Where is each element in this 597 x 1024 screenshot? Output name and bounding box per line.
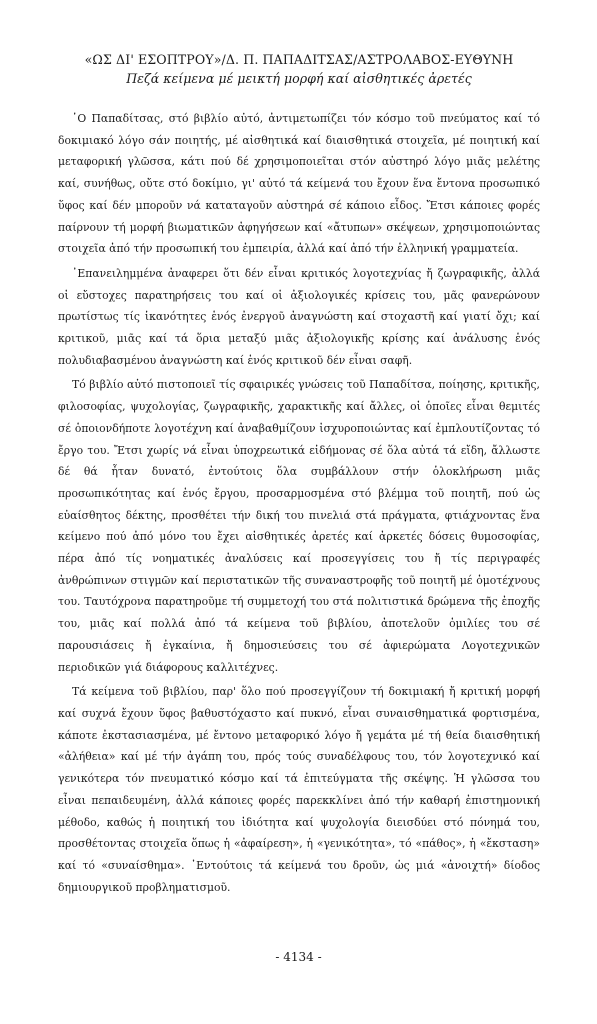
paragraph: ᾿Επανειλημμένα ἀναφερει ὅτι δέν εἶναι κριτικός λογοτεχνίας ἤ ζωγραφικῆς, ἀλλά οἱ εὔστοχες παρατηρήσεις του καί οἱ ἀξιολογικές κρίσεις του, μᾶς φανερώνουν πρωτίστως τίς ἱκανότητες ἑνός ἐνεργοῦ ἀναγνώστη καί στοχαστῆ καί γιατί ὄχι; καί κριτικοῦ, μιᾶς καί τά ὅρια μεταξύ μιᾶς ἀξιολογικῆς κρίσης καί ἀνάλυσης ἑνός πολυδιαβασμένου ἀναγνώστη καί ἑνός κριτικοῦ δέν εἶναι σαφῆ. xyxy=(58,266,540,367)
body-text xyxy=(58,108,540,898)
page-subtitle: Πεζά κείμενα μέ μεικτή μορφή καί αἰσθητικές ἀρετές xyxy=(126,71,472,86)
page-title: «ΩΣ ΔΙ' ΕΣΟΠΤΡΟΥ»/Δ. Π. ΠΑΠΑΔΙΤΣΑΣ/ΑΣΤΡΟΛΑΒΟΣ-ΕΥΘΥΝΗ xyxy=(84,52,514,67)
page-number: - 4134 - xyxy=(275,950,322,964)
paragraph: ῾Ο Παπαδίτσας, στό βιβλίο αὐτό, ἀντιμετωπίζει τόν κόσμο τοῦ πνεύματος καί τό δοκιμιακό λόγο σάν ποιητής, μέ αἰσθητικά καί διαισθητικά στοιχεῖα, μέ ποιητική καί μεταφορική γλῶσσα, κάτι πού δέ χρησιμοποιεῖται στόν αὐστηρό λόγο μιᾶς μελέτης καί, συνήθως, οὔτε στό δοκίμιο, γι' αὐτό τά κείμενά του ἔχουν ἕνα ἔντονα προσωπικό ὕφος καί δέν μποροῦν νά καταταγοῦν αὐστηρά σέ κάποιο εἶδος. Ἔτσι κάποιες φορές παίρνουν τή μορφή βιωματικῶν ἀφηγήσεων καί «ἄτυπων» σκέψεων, χρησιμοποιώντας στοιχεῖα ἀπό τήν προσωπική του ἐμπειρία, ἀλλά καί ἀπό τήν ἑλληνική γραμματεία. xyxy=(58,112,540,256)
paragraph: Τό βιβλίο αὐτό πιστοποιεῖ τίς σφαιρικές γνώσεις τοῦ Παπαδίτσα, ποίησης, κριτικῆς, φιλοσοφίας, ψυχολογίας, ζωγραφικῆς, χαρακτικῆς καί ἄλλες, οἱ ὁποῖες εἶναι θεμιτές σέ ὁποιονδήποτε λογοτέχνη καί ἀναβαθμίζουν ἰσχυροποιώντας καί ἐμπλουτίζοντας τό ἔργο του. Ἔτσι χωρίς νά εἶναι ὑποχρεωτικά εἰδήμονας σέ ὅλα αὐτά τά εἴδη, ἄλλωστε δέ θά ἦταν δυνατό, ἐντούτοις ὅλα συμβάλλουν στήν ὁλοκλήρωση μιᾶς προσωπικότητας καί ἑνός ἔργου, προσαρμοσμένα στό βλέμμα τοῦ ποιητῆ, πού ὡς εὐαίσθητος δέκτης, προσθέτει τήν δική του πινελιά στά πράγματα, φτιάχνοντας ἕνα κείμενο πού ἀπό μόνο του ἔχει αἰσθητικές ἀρετές καί ἀρκετές δόσεις θυμοσοφίας, πέρα ἀπό τίς νοηματικές ἀναλύσεις καί προσεγγίσεις του ἤ τίς περιγραφές ἀνθρώπινων στιγμῶν καί περιστατικῶν τῆς συναναστροφῆς τοῦ ποιητῆ μέ ὁμοτέχνους του. Ταυτόχρονα παρατηροῦμε τή συμμετοχή του στά πολιτιστικά δρώμενα τῆς ἐποχῆς του, μιᾶς καί πολλά ἀπό τά κείμενα τοῦ βιβλίου, ἀποτελοῦν ὁμιλίες του σέ παρουσιάσεις ἤ ἐγκαίνια, ἤ δημοσιεύσεις του σέ ἀφιερώματα Λογοτεχνικῶν περιοδικῶν γιά διάφορους καλλιτέχνες. xyxy=(58,378,540,674)
paragraph: Τά κείμενα τοῦ βιβλίου, παρ' ὅλο πού προσεγγίζουν τή δοκιμιακή ἤ κριτική μορφή καί συχνά ἔχουν ὕφος βαθυστόχαστο καί πυκνό, εἶναι συναισθηματικά φορτισμένα, κάποτε ἐκστασιασμένα, μέ ἔντονο μεταφορικό λόγο ἤ γεμάτα μέ τή θεία διαισθητική «ἀλήθεια» καί μέ τήν ἀγάπη του, πρός τούς συναδέλφους του, τόν λογοτεχνικό καί γενικότερα τόν πνευματικό κόσμο καί τά ἐπιτεύγματα τῆς σκέψης. Ἡ γλῶσσα του εἶναι πεπαιδευμένη, ἀλλά κάποιες φορές παρεκκλίνει ἀπό τήν καθαρή ἐπιστημονική μέθοδο, καθώς ἡ ποιητική του ἰδιότητα καί ψυχολογία διεισδύει στό πόνημά του, προσθέτοντας στοιχεῖα ὅπως ἡ «ἀφαίρεση», ἡ «γενικότητα», τό «πάθος», ἡ «ἔκσταση» καί τό «συναίσθημα». ᾿Εντούτοις τά κείμενά του δροῦν, ὡς μιά «ἀνοιχτή» δίοδος δημιουργικοῦ προβληματισμοῦ. xyxy=(58,685,540,894)
page-content xyxy=(58,50,540,901)
